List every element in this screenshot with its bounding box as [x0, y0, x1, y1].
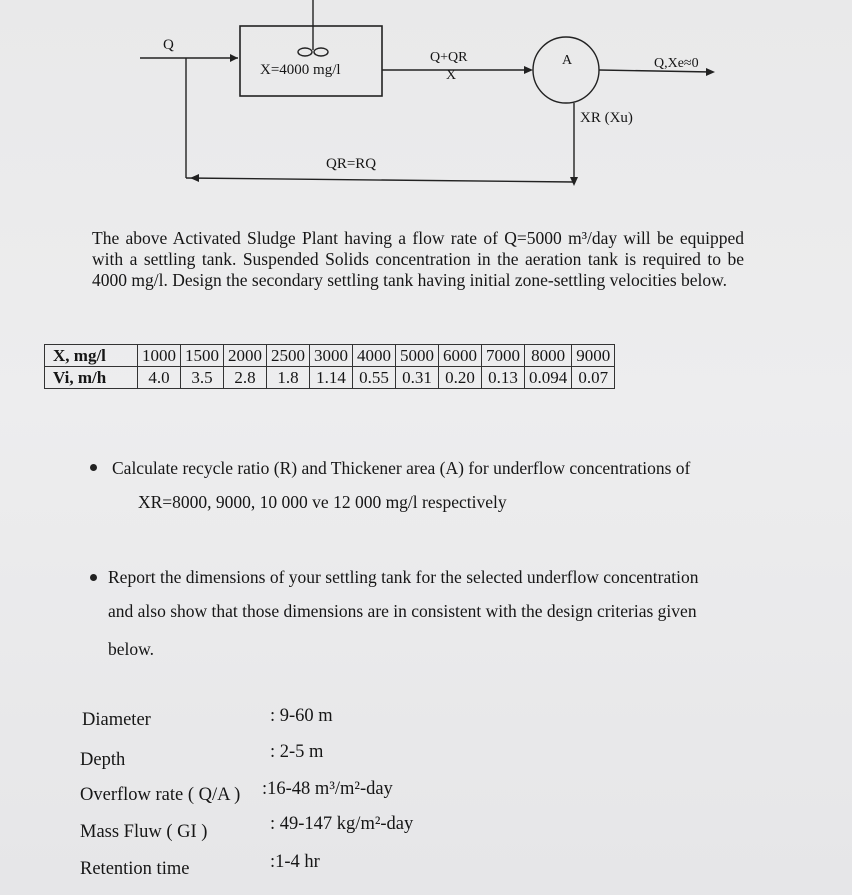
- criteria-label-diameter: Diameter: [82, 710, 151, 730]
- table-cell: 4.0: [138, 367, 181, 389]
- table-cell: 6000: [439, 345, 482, 367]
- bullet-1-line-2: XR=8000, 9000, 10 000 ve 12 000 mg/l respectively: [138, 492, 507, 512]
- aeration-tank-label: X=4000 mg/l: [260, 62, 341, 78]
- table-cell: 0.55: [353, 367, 396, 389]
- mixer-blade-right: [314, 48, 328, 56]
- arrow-into-tank: [230, 54, 238, 62]
- arrow-effluent: [706, 68, 715, 76]
- table-row-concentration: [45, 345, 615, 367]
- table-cell: 1.8: [267, 367, 310, 389]
- mixer-blade-left: [298, 48, 312, 56]
- aeration-tank-box: [240, 26, 382, 96]
- criteria-value-diameter: : 9-60 m: [270, 706, 333, 726]
- table-cell: 1500: [181, 345, 224, 367]
- clarifier-circle: [533, 37, 599, 103]
- criteria-label-mass-flux: Mass Fluw ( GI ): [80, 822, 208, 842]
- criteria-value-mass-flux: : 49-147 kg/m²-day: [270, 814, 414, 834]
- table-cell: 0.13: [482, 367, 525, 389]
- settling-velocity-table: [44, 344, 615, 389]
- process-flow-diagram: [0, 0, 852, 220]
- table-cell: 3.5: [181, 367, 224, 389]
- table-cell: 4000: [353, 345, 396, 367]
- criteria-value-retention: :1-4 hr: [270, 852, 320, 872]
- bullet-dot: [90, 574, 97, 581]
- bullet-1-line-1: Calculate recycle ratio (R) and Thickener area (A) for underflow concentrations of: [112, 458, 691, 478]
- table-cell: 1.14: [310, 367, 353, 389]
- criteria-value-overflow: :16-48 m³/m²-day: [262, 779, 393, 799]
- table-header-v: Vi, m/h: [45, 367, 138, 389]
- table-cell: 0.07: [572, 367, 615, 389]
- table-cell: 9000: [572, 345, 615, 367]
- arrow-recycle: [190, 174, 199, 182]
- criteria-label-overflow: Overflow rate ( Q/A ): [80, 785, 241, 805]
- effluent-label: Q,Xe≈0: [654, 56, 699, 71]
- bullet-2-line-2: and also show that those dimensions are in consistent with the design criterias given: [108, 601, 697, 621]
- table-row-velocity: [45, 367, 615, 389]
- clarifier-label: A: [562, 53, 573, 68]
- criteria-label-depth: Depth: [80, 750, 126, 770]
- criteria-label-retention: Retention time: [80, 859, 190, 879]
- inflow-label: Q: [163, 37, 174, 53]
- table-cell: 0.20: [439, 367, 482, 389]
- bullet-dot: [90, 464, 97, 471]
- table-cell: 2.8: [224, 367, 267, 389]
- bullet-2-line-1: Report the dimensions of your settling tank for the selected underflow concentration: [108, 567, 699, 587]
- table-cell: 5000: [396, 345, 439, 367]
- underflow-label: XR (Xu): [580, 110, 633, 126]
- criteria-value-depth: : 2-5 m: [270, 742, 324, 762]
- table-cell: 2500: [267, 345, 310, 367]
- table-cell: 3000: [310, 345, 353, 367]
- table-cell: 7000: [482, 345, 525, 367]
- mid-flow-bottom-label: X: [446, 68, 457, 83]
- bullet-2-line-3: below.: [108, 639, 155, 659]
- table-cell: 1000: [138, 345, 181, 367]
- table-cell: 0.31: [396, 367, 439, 389]
- table-cell: 2000: [224, 345, 267, 367]
- recycle-label: QR=RQ: [326, 156, 377, 172]
- mid-flow-top-label: Q+QR: [430, 50, 468, 65]
- recycle-line: [186, 178, 574, 182]
- arrow-into-clarifier: [524, 66, 533, 74]
- table-header-x: X, mg/l: [45, 345, 138, 367]
- table-cell: 0.094: [525, 367, 572, 389]
- problem-statement: The above Activated Sludge Plant having a flow rate of Q=5000 m³/day will be equipped with a settling tank. Suspended Solids concentration in the aeration tank is required to be 4000 mg/l. Design the secondary settling tank having initial zone-settling velocities below.: [92, 228, 744, 290]
- table-cell: 8000: [525, 345, 572, 367]
